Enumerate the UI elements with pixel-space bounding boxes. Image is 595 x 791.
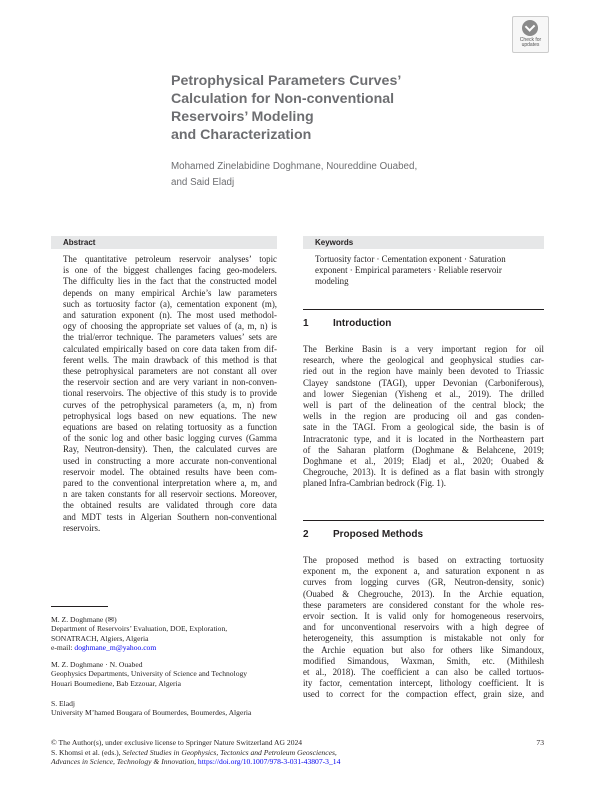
- section-rule: [303, 309, 544, 310]
- abstract-line: reservoirs.: [63, 522, 101, 533]
- affiliation-line: Houari Boumediene, Bab Ezzouar, Algeria: [51, 678, 182, 688]
- section-title: Introduction: [333, 318, 392, 329]
- abstract-heading-bar: [51, 236, 277, 249]
- author-line: Mohamed Zinelabidine Doghmane, Noureddine Ouabed,: [171, 161, 418, 172]
- body-line: sate in the TAGI. From a geological side, the basin is of: [303, 422, 544, 433]
- body-line: exponent m, the exponent a, and saturation exponent n as: [303, 566, 544, 577]
- abstract-line: The quantitative petroleum reservoir analyses’ topic: [63, 254, 277, 264]
- citation-editors: S. Khomsi et al. (eds.),: [51, 747, 123, 757]
- abstract-line: is one of the biggest challenges facing geo-modelers.: [63, 265, 277, 276]
- abstract-line: and saturation exponent (n). The most used methodol-: [63, 310, 277, 321]
- page-number: 73: [536, 738, 544, 747]
- body-line: these parameters are considered constant for the whole res-: [303, 599, 544, 610]
- doi-link[interactable]: https://doi.org/10.1007/978-3-031-43807-3_14: [197, 757, 341, 767]
- email-link[interactable]: doghmane_m@yahoo.com: [74, 643, 157, 653]
- body-line: the Archie equation but also for others like Simandoux,: [303, 644, 544, 655]
- abstract-line: such as tortuosity factor (a), cementation exponent (m),: [63, 298, 277, 309]
- body-line: and lower Siegenian (Yisheng et al., 2019). The drilled: [303, 388, 544, 399]
- body-line: curves from logging curves (GR, Neutron-density, sonic): [303, 577, 544, 588]
- affiliation-line: Geophysics Departments, University of Science and Technology: [51, 669, 248, 679]
- section-2-heading: [303, 529, 423, 541]
- affiliation-rule: [51, 606, 108, 607]
- abstract-line: equations are based on relating tortuosity as a function: [63, 422, 277, 433]
- affiliation-line: University M’hamed Bougara of Boumerdes, Boumerdes, Algeria: [51, 708, 252, 718]
- abstract-line: these petrophysical parameters are not constant all over: [63, 366, 277, 377]
- affiliation-2: [51, 660, 291, 688]
- body-line: ervoir section. It is valid only for homogeneous reservoirs,: [303, 611, 544, 622]
- section-number: 2: [303, 529, 309, 540]
- book-title: Selected Studies in Geophysics, Tectonics and Petroleum Geosciences,: [122, 747, 337, 757]
- affiliation-line: M. Z. Doghmane (✉): [51, 615, 117, 624]
- abstract-line: petrophysical logs based on new equations. The new: [63, 410, 277, 421]
- body-line: et al., 2018). The coefficient a can also be called tortuos-: [303, 667, 544, 678]
- abstract-line: of the sonic log and other basic logging curves (Gamma: [63, 433, 277, 444]
- body-line: of the Saharan platform (Doghmane & Belahcene, 2019;: [303, 444, 544, 455]
- abstract-line: Ray, Neutron-density). Then, the calculated curves are: [63, 444, 277, 455]
- section-number: 1: [303, 318, 309, 329]
- body-line: heterogeneity, this assumption is mistakable not only for: [303, 633, 544, 644]
- abstract-line: and MDT tests in Algerian Southern non-conventional: [63, 511, 277, 522]
- section-1-body: [303, 344, 544, 490]
- affiliation-line: Department of Reservoirs’ Evaluation, DOE, Exploration,: [51, 624, 228, 634]
- body-line: ried out in the region have mainly been devoted to Triassic: [303, 366, 544, 377]
- author-line: and Said Eladj: [171, 176, 235, 188]
- title-line: Petrophysical Parameters Curves’: [171, 73, 402, 89]
- series-line: [51, 757, 551, 767]
- affiliation-email-line: [51, 643, 291, 652]
- page-footer: [51, 738, 551, 767]
- abstract-line: ogy of choosing the appropriate set values of (a, m, n) is: [63, 321, 277, 332]
- affiliation-3: [51, 699, 291, 718]
- body-line: Chegrouche, 2013). It is defined as a flat basin with strongly: [303, 467, 544, 478]
- badge-label-line-2: updates: [521, 42, 540, 48]
- body-line: wells in the region are producing oil and gas conden-: [303, 411, 544, 422]
- badge-label-line-1: Check for: [519, 37, 542, 43]
- keywords-line: modeling: [315, 276, 349, 287]
- body-line: The proposed method is based on extracting tortuosity: [303, 555, 544, 565]
- affiliation-line: SONATRACH, Algiers, Algeria: [51, 633, 149, 643]
- body-line: and for unconventional reservoirs with a high degree of: [303, 622, 544, 633]
- abstract-line: reservoir model. The obtained results have been com-: [63, 466, 277, 477]
- abstract-line: the reservoir section and are very variant in non-conven-: [63, 377, 277, 388]
- abstract-line: ferent wells. The main drawback of this method is that: [63, 354, 277, 365]
- abstract-body: [63, 254, 277, 534]
- abstract-line: curves of the petrophysical parameters (a, m, n) from: [63, 399, 277, 410]
- checkmark-icon: [522, 20, 538, 36]
- title-line: and Characterization: [171, 127, 312, 143]
- body-line: research, where the geological and geophysical studies car-: [303, 355, 544, 366]
- body-line: planed Infra-Cambrian bedrock (Fig. 1).: [303, 478, 446, 489]
- body-line: Doghmane et al., 2019; Eladj et al., 2020; Ouabed &: [303, 456, 544, 467]
- body-line: well is part of the delineation of the central block; the: [303, 400, 544, 411]
- section-rule: [303, 520, 544, 521]
- affiliation-line: M. Z. Doghmane · N. Ouabed: [51, 660, 143, 669]
- body-line: (Ouabed & Chegrouche, 2013). In the Archie equation,: [303, 588, 544, 599]
- abstract-heading: Abstract: [63, 238, 96, 247]
- abstract-line: The difficulty lies in the fact that the constructed model: [63, 276, 277, 287]
- abstract-line: used in constructing a more accurate non-conventional: [63, 455, 277, 466]
- abstract-line: n are taken constants for all reservoir sections. Moreover,: [63, 489, 277, 500]
- title-line: Reservoirs’ Modeling: [171, 109, 314, 125]
- body-line: Intracratonic type, and it is located in the Northeastern part: [303, 433, 544, 444]
- abstract-line: depends on many empirical Archie’s law parameters: [63, 287, 277, 298]
- keywords-body: [315, 254, 544, 288]
- affiliation-1: [51, 615, 291, 653]
- body-line: The Berkine Basin is a very important region for oil: [303, 344, 544, 354]
- series-title: Advances in Science, Technology & Innovation,: [51, 757, 198, 767]
- body-line: modified Simandous, Waxman, Smith, etc. (Mithilesh: [303, 655, 544, 666]
- abstract-line: pared to the conventional interpretation where a, m, and: [63, 478, 277, 489]
- chapter-title: [171, 72, 471, 144]
- keywords-line: exponent · Empirical parameters · Reliable reservoir: [315, 265, 502, 276]
- section-title: Proposed Methods: [333, 529, 424, 540]
- body-line: used to correct for the compaction effect, grain size, and: [303, 689, 544, 700]
- keywords-line: Tortuosity factor · Cementation exponent · Saturation: [315, 254, 506, 264]
- copyright-line: © The Author(s), under exclusive license to Springer Nature Switzerland AG 2024: [51, 738, 303, 747]
- abstract-line: calculated empirically based on core data taken from dif-: [63, 343, 277, 354]
- body-line: Clayey sandstone (TAGI), upper Devonian (Carboniferous),: [303, 377, 544, 388]
- body-line: ity factor, cementation intercept, lithology coefficient. It is: [303, 678, 544, 689]
- title-line: Calculation for Non-conventional: [171, 91, 395, 107]
- abstract-line: tional reservoirs. The objective of this study is to provide: [63, 388, 277, 399]
- email-prefix: e-mail:: [51, 643, 75, 653]
- citation-line: [51, 748, 551, 758]
- keywords-heading-bar: [303, 236, 544, 249]
- section-1-heading: [303, 318, 391, 330]
- abstract-line: the obtained results are validated through core data: [63, 500, 277, 511]
- check-for-updates-badge[interactable]: [512, 16, 549, 53]
- badge-label: [513, 38, 548, 48]
- keywords-heading: Keywords: [315, 238, 354, 247]
- abstract-line: the trial/error technique. The parameters values’ sets are: [63, 332, 277, 343]
- section-2-body: [303, 555, 544, 701]
- affiliation-line: S. Eladj: [51, 699, 76, 708]
- author-list: [171, 159, 501, 190]
